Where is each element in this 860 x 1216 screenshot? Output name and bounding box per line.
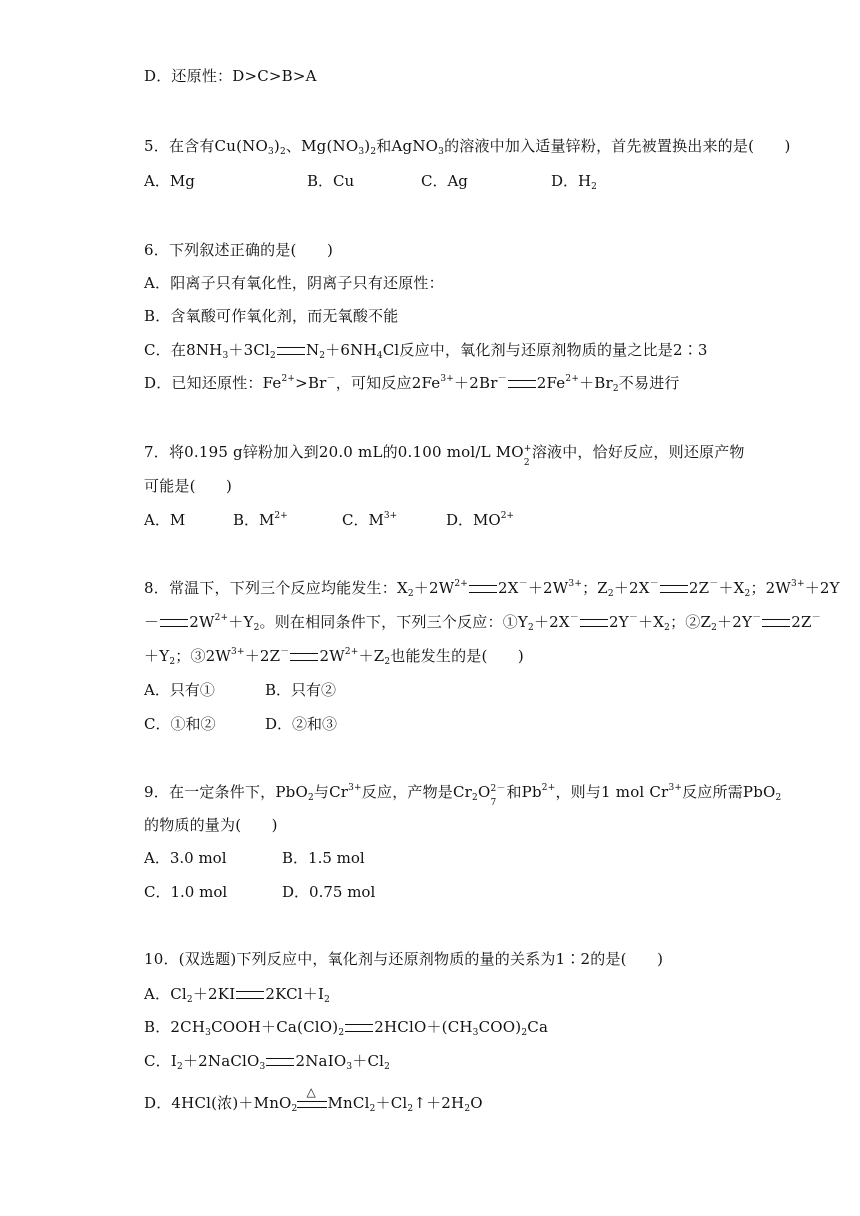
q9-option-b: B．1.5 mol — [282, 849, 365, 867]
q10-stem: 10．(双选题)下列反应中，氧化剂与还原剂物质的量的关系为1∶2的是( ) — [144, 950, 664, 968]
q6-option-a: A．阳离子只有氧化性，阴离子只有还原性： — [144, 274, 444, 292]
q7-option-c: C．$M^{3+}$ — [342, 511, 398, 529]
q5-option-d: D．$H_2$ — [551, 172, 597, 192]
q5-stem: 5．在含有$Cu(NO_3)_2$、$Mg(NO_3)_2$和AgNO$_3$的溶液中加入适量锌粉，首先被置换出来的是( ) — [144, 137, 791, 157]
q8-stem-line3: $+Y_2$；$③2W^{3+}+2Z^-$ $2W^{2+}+Z_2$也能发生的是( ) — [144, 647, 524, 667]
q8-option-b: B．只有② — [265, 681, 337, 699]
q7-option-b: B．$M^{2+}$ — [233, 511, 288, 529]
q9-stem-line1: 9．在一定条件下，PbO$_2$与$Cr^{3+}$反应，产物是$Cr_2O$ 2－ 7 和$Pb^{2+}$，则与1 mol $Cr^{3+}$反应所需PbO$_2$ — [144, 783, 782, 808]
q4-option-d: D．还原性：D>C>B>A — [144, 67, 317, 85]
q6-option-b: B．含氧酸可作氧化剂，而无氧酸不能 — [144, 307, 399, 325]
q6-stem: 6．下列叙述正确的是( ) — [144, 241, 334, 259]
q5-option-c: C．Ag — [421, 172, 468, 190]
q9-stem-line2: 的物质的量为( ) — [144, 816, 278, 834]
q6-option-c: C．在$8NH_3+3Cl_2$ $N_2+6NH_4Cl$反应中，氧化剂与还原剂物质的量之比是2∶3 — [144, 341, 708, 361]
q6-option-d: D．已知还原性：$Fe^{2+}>Br^-$，可知反应$2Fe^{3+}+2Br^-$ $2Fe^{2+}+Br_2$不易进行 — [144, 374, 680, 394]
q10-option-b: B．$2CH_3COOH+Ca(ClO)_2$ $2HClO+(CH_3COO)_2Ca$ — [144, 1018, 549, 1038]
q10-option-a: A．$Cl_2+2KI$ $2KCl+I_2$ — [144, 985, 331, 1005]
q10-option-d: D．4HCl(浓)＋MnO$_2$ △ $MnCl_2+Cl_2↑+2H_2O$ — [144, 1085, 483, 1114]
heating-condition-icon: △ — [297, 1096, 327, 1112]
q9-option-a: A．3.0 mol — [144, 849, 227, 867]
q7-stem-line1: 7．将0.195 g锌粉加入到20.0 mL的0.100 mol/L MO + 2 溶液中，恰好反应，则还原产物 — [144, 443, 745, 468]
q7-option-d: D．$MO^{2+}$ — [446, 511, 514, 529]
q9-option-c: C．1.0 mol — [144, 883, 228, 901]
q8-option-c: C．①和② — [144, 715, 216, 733]
q7-option-a: A．M — [144, 511, 186, 529]
q8-stem-line1: 8．常温下，下列三个反应均能发生：$X_2+2W^{2+}$ $2X^-+2W^{3+}$；$Z_2+2X^-$ $2Z^-+X_2$；$2W^{3+}+2Y$ — [144, 579, 840, 599]
q10-option-c: C．$I_2+2NaClO_3$ $2NaIO_3+Cl_2$ — [144, 1052, 391, 1072]
q5-option-b: B．Cu — [307, 172, 355, 190]
q8-stem-line2: － $2W^{2+}+Y_2$。则在相同条件下，下列三个反应：$①Y_2+2X^-$ $2Y^-+X_2$；$②Z_2+2Y^-$ 2Z－ — [144, 613, 821, 633]
q8-option-d: D．②和③ — [265, 715, 338, 733]
q9-option-d: D．0.75 mol — [282, 883, 376, 901]
q5-option-a: A．Mg — [144, 172, 195, 190]
q7-stem-line2: 可能是( ) — [144, 477, 233, 495]
q8-option-a: A．只有① — [144, 681, 215, 699]
